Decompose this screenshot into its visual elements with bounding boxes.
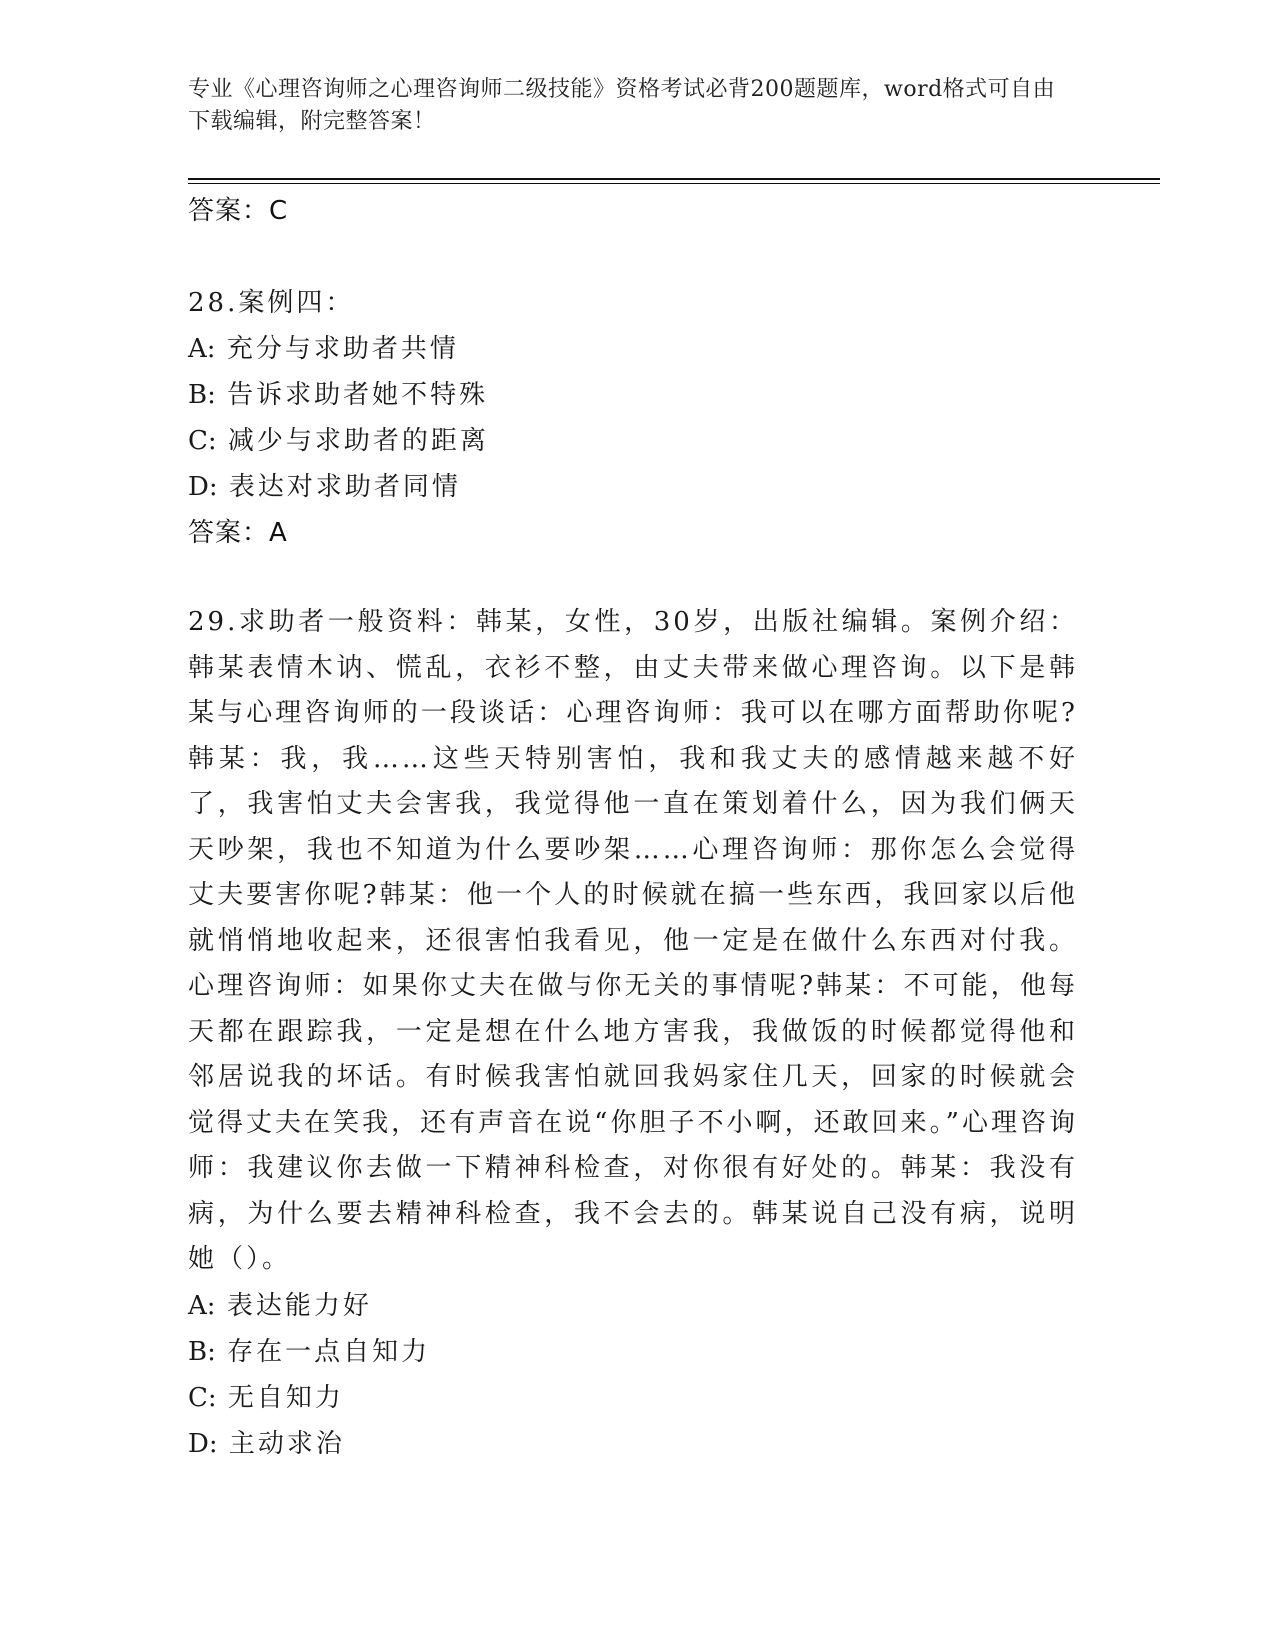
- previous-answer: [188, 188, 288, 234]
- option-d: [188, 464, 1088, 510]
- option-key: B:: [188, 380, 216, 410]
- option-key: D:: [188, 1428, 218, 1459]
- option-b: [188, 372, 1088, 418]
- header-divider-thin: [188, 183, 1160, 184]
- question-28: [188, 280, 1088, 556]
- option-key: D:: [188, 472, 218, 502]
- option-c: [188, 1375, 1088, 1421]
- answer-value: C: [269, 196, 289, 226]
- header-divider-thick: [188, 178, 1160, 180]
- question-text: 案例四：: [238, 288, 355, 318]
- document-header: 专业《心理咨询师之心理咨询师二级技能》资格考试必背200题题库，word格式可自由下载编辑，附完整答案！: [188, 77, 1056, 134]
- option-text: 主动求治: [228, 1428, 345, 1459]
- option-key: C:: [188, 426, 217, 456]
- option-text: 告诉求助者她不特殊: [227, 380, 489, 410]
- option-key: A:: [188, 334, 216, 364]
- option-a: [188, 1283, 1088, 1329]
- answer-label: 答案：: [188, 196, 270, 226]
- question-number: 29.: [188, 607, 239, 637]
- option-d: [188, 1421, 1088, 1467]
- answer-value: A: [269, 518, 288, 548]
- question-stem: [188, 280, 1088, 326]
- option-text: 减少与求助者的距离: [227, 426, 489, 456]
- option-text: 表达对求助者同情: [228, 472, 461, 502]
- question-stem: [188, 600, 1078, 1283]
- question-text: 求助者一般资料：韩某，女性，30岁，出版社编辑。案例介绍：韩某表情木讷、慌乱，衣衫不整，由丈夫带来做心理咨询。以下是韩某与心理咨询师的一段谈话：心理咨询师：我可以在哪方面帮助你呢?韩某：我，我……这些天特别害怕，我和我丈夫的感情越来越不好了，我害怕丈夫会害我，我觉得他一直在策划着什么，因为我们俩天天吵架，我也不知道为什么要吵架……心理咨询师：那你怎么会觉得丈夫要害你呢?韩某：他一个人的时候就在搞一些东西，我回家以后他就悄悄地收起来，还很害怕我看见，他一定是在做什么东西对付我。心理咨询师：如果你丈夫在做与你无关的事情呢?韩某：不可能，他每天都在跟踪我，一定是想在什么地方害我，我做饭的时候都觉得他和邻居说我的坏话。有时候我害怕就回我妈家住几天，回家的时候就会觉得丈夫在笑我，还有声音在说“你胆子不小啊，还敢回来。”心理咨询师：我建议你去做一下精神科检查，对你很有好处的。韩某：我没有病，为什么要去精神科检查，我不会去的。韩某说自己没有病，说明她（）。: [188, 607, 1078, 1274]
- answer-label: 答案：: [188, 518, 270, 548]
- option-text: 存在一点自知力: [227, 1336, 431, 1367]
- option-text: 表达能力好: [226, 1290, 372, 1321]
- option-b: [188, 1329, 1088, 1375]
- question-number: 28.: [188, 288, 239, 318]
- question-answer: [188, 510, 1088, 556]
- option-a: [188, 326, 1088, 372]
- option-key: B:: [188, 1336, 216, 1367]
- question-29: [188, 600, 1088, 1467]
- option-c: [188, 418, 1088, 464]
- option-key: A:: [188, 1290, 216, 1321]
- option-key: C:: [188, 1382, 217, 1413]
- option-text: 充分与求助者共情: [226, 334, 459, 364]
- option-text: 无自知力: [227, 1382, 344, 1413]
